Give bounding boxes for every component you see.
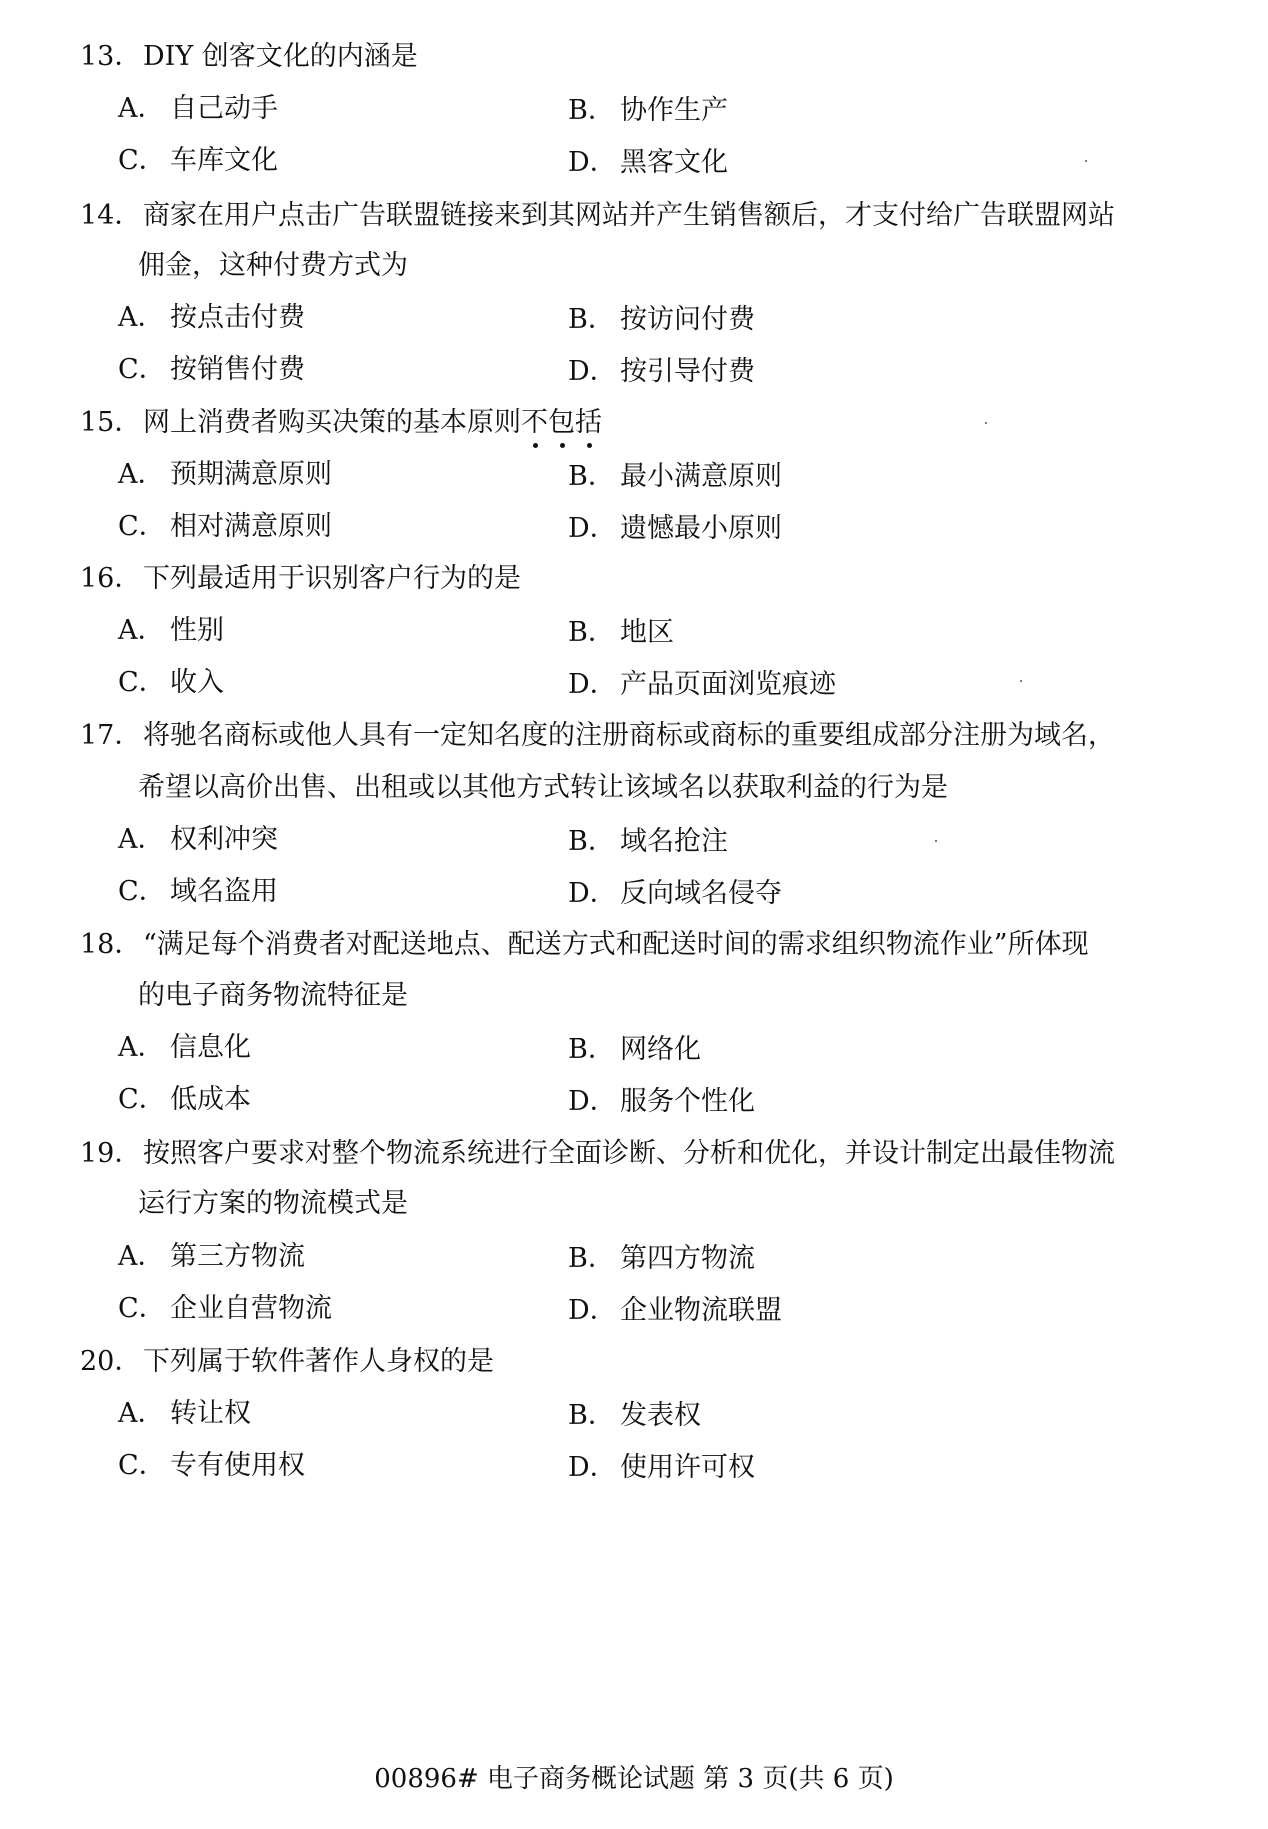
question-20-stem: [80, 1345, 494, 1379]
question-16-option-c: C． 收入: [118, 667, 224, 698]
question-19-text-line-1: 按照客户要求对整个物流系统进行全面诊断、分析和优化，并设计制定出最佳物流: [143, 1138, 1115, 1169]
question-16-option-d: D． 产品页面浏览痕迹: [568, 669, 836, 700]
question-13-option-a: A． 自己动手: [118, 93, 278, 124]
question-15-option-a: A． 预期满意原则: [118, 459, 332, 490]
question-19-option-c: C． 企业自营物流: [118, 1293, 332, 1324]
question-17-text-line-2: 希望以高价出售、出租或以其他方式转让该域名以获取利益的行为是: [138, 772, 948, 803]
question-15-option-d: D． 遗憾最小原则: [568, 513, 782, 544]
question-13-text: DIY 创客文化的内涵是: [143, 41, 418, 72]
question-19-stem: [80, 1137, 1115, 1171]
question-15-stem: [80, 406, 602, 440]
scan-speck: [985, 422, 987, 424]
question-18-option-a: A． 信息化: [118, 1032, 251, 1063]
question-20-number: 20．: [80, 1346, 142, 1377]
scan-speck: [935, 840, 937, 842]
question-16-stem: [80, 562, 521, 596]
question-19-option-d: D． 企业物流联盟: [568, 1295, 782, 1326]
question-15-text: 网上消费者购买决策的基本原则: [143, 407, 521, 438]
question-18-option-c: C． 低成本: [118, 1084, 251, 1115]
question-14-text-line-1: 商家在用户点击广告联盟链接来到其网站并产生销售额后，才支付给广告联盟网站: [143, 200, 1115, 231]
question-14-text-line-2: 佣金，这种付费方式为: [138, 250, 408, 281]
question-15-option-c: C． 相对满意原则: [118, 511, 332, 542]
question-13-option-b: B． 协作生产: [568, 95, 728, 126]
emphasis-char: 不: [521, 407, 548, 438]
question-15-number: 15．: [80, 407, 142, 438]
question-14-number: 14．: [80, 200, 142, 231]
emphasis-char: 括: [575, 407, 602, 438]
question-13-stem: [80, 40, 418, 74]
question-14-option-d: D． 按引导付费: [568, 356, 755, 387]
question-18-option-d: D． 服务个性化: [568, 1086, 755, 1117]
question-18-option-b: B． 网络化: [568, 1034, 701, 1065]
question-18-number: 18．: [80, 929, 142, 960]
question-15-option-b: B． 最小满意原则: [568, 461, 782, 492]
question-17-option-b: B． 域名抢注: [568, 826, 728, 857]
question-16-option-a: A． 性别: [118, 615, 224, 646]
question-14-stem: [80, 199, 1115, 233]
question-13-option-d: D． 黑客文化: [568, 147, 728, 178]
emphasis-char: 包: [548, 407, 575, 438]
question-13-number: 13．: [80, 41, 142, 72]
question-13-option-c: C． 车库文化: [118, 145, 278, 176]
question-17-option-a: A． 权利冲突: [118, 824, 278, 855]
question-17-option-c: C． 域名盗用: [118, 876, 278, 907]
scan-speck: [1020, 680, 1022, 682]
question-17-option-d: D． 反向域名侵夺: [568, 878, 782, 909]
question-14-option-c: C． 按销售付费: [118, 354, 305, 385]
question-17-number: 17．: [80, 720, 142, 751]
question-18-text-line-1: “满足每个消费者对配送地点、配送方式和配送时间的需求组织物流作业”所体现: [143, 929, 1089, 960]
question-19-number: 19．: [80, 1138, 142, 1169]
question-16-number: 16．: [80, 563, 142, 594]
question-19-option-a: A． 第三方物流: [118, 1241, 305, 1272]
scan-speck: [1085, 160, 1087, 162]
question-18-stem: [80, 928, 1089, 962]
question-20-option-a: A． 转让权: [118, 1398, 251, 1429]
question-20-option-c: C． 专有使用权: [118, 1450, 305, 1481]
question-20-option-d: D． 使用许可权: [568, 1452, 755, 1483]
question-17-text-line-1: 将驰名商标或他人具有一定知名度的注册商标或商标的重要组成部分注册为域名，: [143, 720, 1115, 751]
question-16-text: 下列最适用于识别客户行为的是: [143, 563, 521, 594]
question-16-option-b: B． 地区: [568, 617, 674, 648]
question-20-text: 下列属于软件著作人身权的是: [143, 1346, 494, 1377]
question-17-stem: [80, 719, 1115, 753]
question-20-option-b: B． 发表权: [568, 1400, 701, 1431]
question-19-option-b: B． 第四方物流: [568, 1243, 755, 1274]
page-footer: 00896# 电子商务概论试题 第 3 页(共 6 页): [374, 1764, 894, 1794]
question-18-text-line-2: 的电子商务物流特征是: [138, 980, 408, 1011]
question-14-option-a: A． 按点击付费: [118, 302, 305, 333]
question-19-text-line-2: 运行方案的物流模式是: [138, 1188, 408, 1219]
question-14-option-b: B． 按访问付费: [568, 304, 755, 335]
